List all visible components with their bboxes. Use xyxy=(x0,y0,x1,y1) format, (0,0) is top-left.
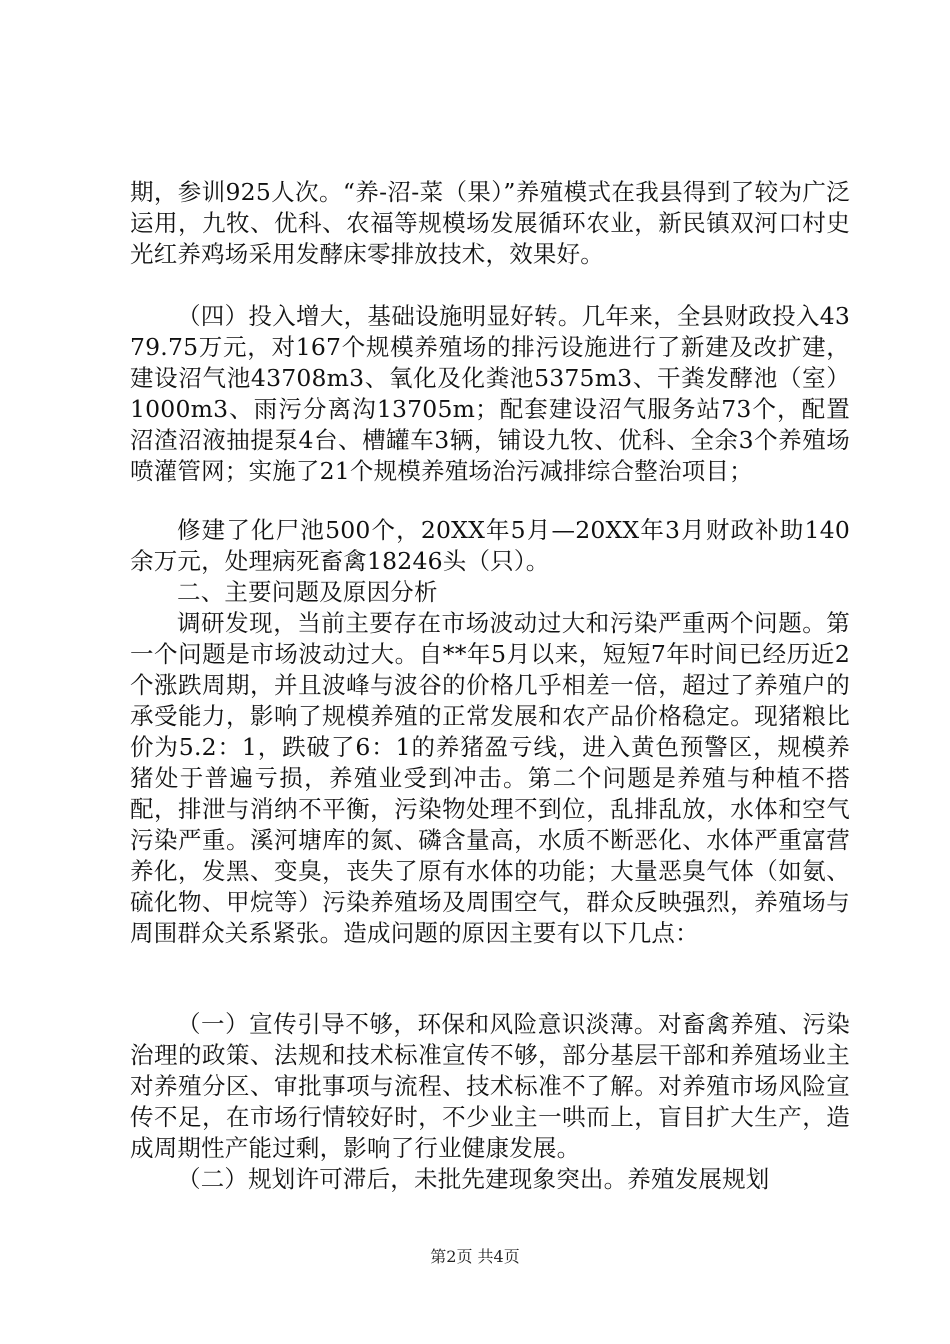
paragraph-section-four: （四）投入增大，基础设施明显好转。几年来，全县财政投入4379.75万元，对167个规模养殖场的排污设施进行了新建及改扩建，建设沼气池43708m3、氧化及化粪池5375m3、干粪发酵池（室）1000m3、雨污分离沟13705m；配套建设沼气服务站73个，配置沼渣沼液抽提泵4台、槽罐车3辆，铺设九牧、优科、全余3个养殖场喷灌管网；实施了21个规模养殖场治污减排综合整治项目； xyxy=(130,302,850,485)
paragraph-continuation: 期，参训925人次。“养-沼-菜（果）”养殖模式在我县得到了较为广泛运用，九牧、优科、农福等规模场发展循环农业，新民镇双河口村史光红养鸡场采用发酵床零排放技术，效果好。 xyxy=(130,178,850,268)
paragraph-carcass-pits: 修建了化尸池500个，20XX年5月—20XX年3月财政补助140余万元，处理病死畜禽18246头（只）。 xyxy=(130,516,850,575)
page-number-footer: 第2页 共4页 xyxy=(430,1247,520,1266)
document-page xyxy=(130,0,850,1344)
section-heading-problems: 二、主要问题及原因分析 xyxy=(177,578,438,606)
paragraph-cause-one: （一）宣传引导不够，环保和风险意识淡薄。对畜禽养殖、污染治理的政策、法规和技术标准宣传不够，部分基层干部和养殖场业主对养殖分区、审批事项与流程、技术标准不了解。对养殖市场风险宣传不足，在市场行情较好时，不少业主一哄而上，盲目扩大生产，造成周期性产能过剩，影响了行业健康发展。 xyxy=(130,1010,850,1162)
paragraph-cause-two: （二）规划许可滞后，未批先建现象突出。养殖发展规划 xyxy=(177,1165,770,1193)
paragraph-research-findings: 调研发现，当前主要存在市场波动过大和污染严重两个问题。第一个问题是市场波动过大。自**年5月以来，短短7年时间已经历近2个涨跌周期，并且波峰与波谷的价格几乎相差一倍，超过了养殖户的承受能力，影响了规模养殖的正常发展和农产品价格稳定。现猪粮比价为5.2：1，跌破了6：1的养猪盈亏线，进入黄色预警区，规模养猪处于普遍亏损，养殖业受到冲击。第二个问题是养殖与种植不搭配，排泄与消纳不平衡，污染物处理不到位，乱排乱放，水体和空气污染严重。溪河塘库的氮、磷含量高，水质不断恶化、水体严重富营养化，发黑、变臭，丧失了原有水体的功能；大量恶臭气体（如氨、硫化物、甲烷等）污染养殖场及周围空气，群众反映强烈，养殖场与周围群众关系紧张。造成问题的原因主要有以下几点： xyxy=(130,609,850,947)
